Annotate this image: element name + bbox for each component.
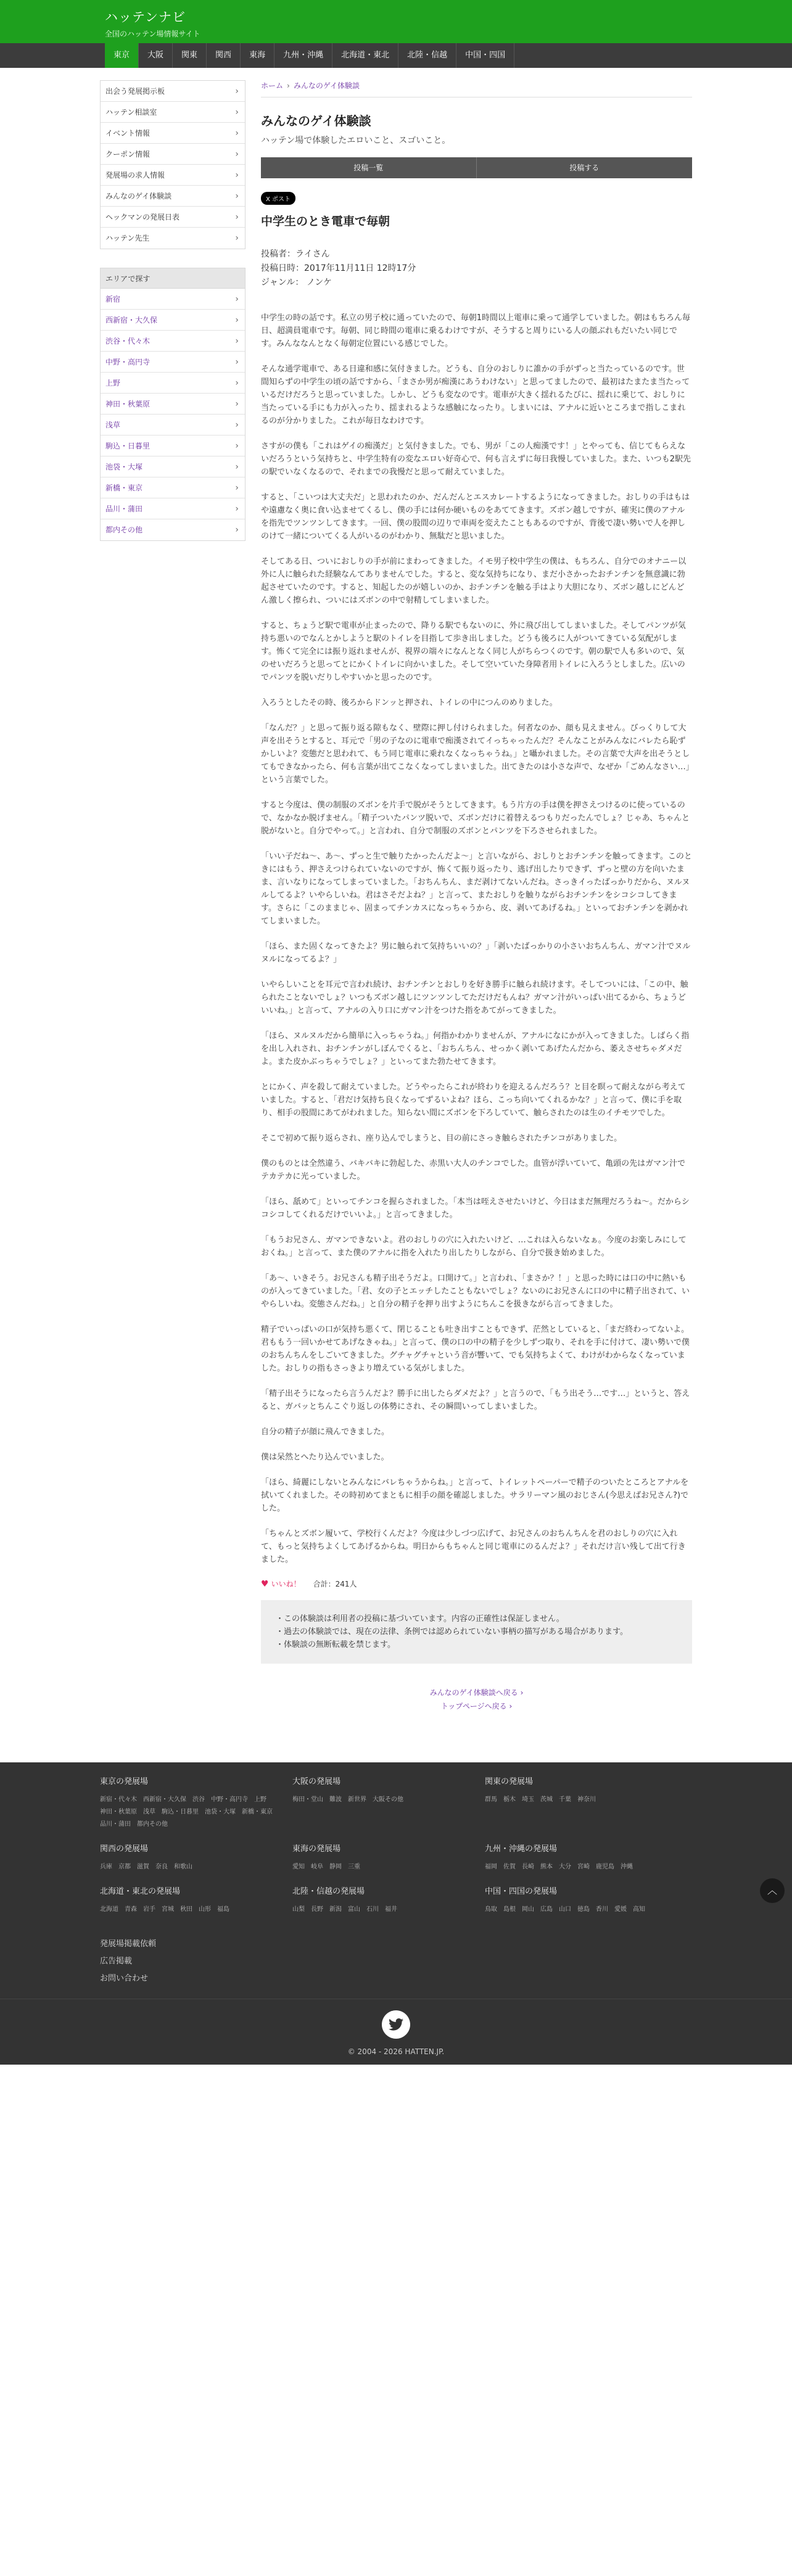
footer-area-link[interactable]: 山形 xyxy=(199,1906,211,1913)
footer-area-link[interactable]: 駒込・日暮里 xyxy=(162,1809,199,1815)
area-menu-item[interactable] xyxy=(101,519,245,540)
footer-area-link[interactable]: 京都 xyxy=(118,1864,131,1870)
bottom-links xyxy=(261,1686,692,1713)
article-paragraph: そこで初めて振り返らされ、座り込んでしまうと、目の前にさっき触らされたチンコがありました。 xyxy=(261,1134,622,1143)
back-to-stories-link[interactable]: みんなのゲイ体験談へ戻る xyxy=(429,1688,518,1697)
area-menu-item[interactable] xyxy=(101,373,245,394)
region-tab[interactable]: 大阪 xyxy=(139,43,173,68)
sidebar-menu-label: みんなのゲイ体験談 xyxy=(105,192,172,200)
page-lead: ハッテン場で体験したエロいこと、スゴいこと。 xyxy=(261,136,451,146)
footer-region-grid xyxy=(100,1775,692,1916)
footer-region-links xyxy=(292,1904,485,1916)
region-tab[interactable]: 九州・沖縄 xyxy=(274,43,332,68)
footer-area-link[interactable]: 愛知 xyxy=(292,1864,305,1870)
article-paragraph: そんな通学電車で、ある日違和感に気付きました。どうも、自分のおしりに誰かの手がずっと当たっているのです。世間知らずの中学生の頃の話ですから、「まさか男が痴漢にあうわけない」と思ってましたので、最初はたまたま当たっているだけだろうと思っていました。しかし、どうも変なのです。電車が大きく揺れるたびに、揺れに乗じて、おしりに当たっている手にも力が入ったり、揺まれるような感触になったり。しまいには、アナルに近いところまで指しこまれるのが分かりました。これが毎日なわけです。 xyxy=(261,365,690,426)
footer-area-link[interactable]: 高知 xyxy=(633,1906,645,1913)
area-menu xyxy=(100,289,245,541)
like-button[interactable]: いいね！ xyxy=(271,1580,301,1588)
article-paragraph: すると、ちょうど駅で電車が止まったので、降りる駅でもないのに、外に飛び出してしまいました。そしてパンツが気持ち悪いのでなんとかしようと駅のトイレを目指して歩き出しました。どうも後ろに人がついてきている気配がします。怖くて完全には振り返れませんが、視界の端々になんとなく同じ人がちらつくのです。朝の駅で人も多いので、気のせいだろうと思ってとにかくトイレに向かいました。そして空いていた身障者用トイレに入ろうとしました。広いのでパンツを脱いだりしやすいかと思ったのです。 xyxy=(261,621,686,682)
article-paragraph: 「ちゃんとズボン履いて、学校行くんだよ？今度は少しづつ広げて、お兄さんのおちんちんを君のおしりの穴に入れて、もっと気持ちよくしてあげるからね。明日からもちゃんと同じ電車にのるんだよ？」それだけ言い残して出て行きました。 xyxy=(261,1529,686,1564)
chevron-right-icon: › xyxy=(235,170,239,180)
footer-region-heading[interactable]: 東海の発展場 xyxy=(292,1844,341,1854)
footer-area-link[interactable]: 和歌山 xyxy=(174,1864,192,1870)
notice-line: ・この体験談は利用者の投稿に基づいています。内容の正確性は保証しません。 xyxy=(276,1614,564,1624)
article-paragraph: 自分の精子が顔に飛んできました。 xyxy=(261,1427,390,1437)
footer-area-link[interactable]: 都内その他 xyxy=(137,1821,168,1828)
area-menu-item[interactable] xyxy=(101,352,245,373)
area-menu-label: 浅草 xyxy=(105,421,121,429)
region-tab[interactable]: 北陸・信越 xyxy=(398,43,456,68)
footer-region-column xyxy=(100,1842,292,1873)
footer-region-heading[interactable]: 北海道・東北の発展場 xyxy=(100,1887,181,1896)
footer-area-link[interactable]: 新潟 xyxy=(329,1906,342,1913)
footer-area-link[interactable]: 大分 xyxy=(559,1864,571,1870)
sidebar-menu-item[interactable] xyxy=(101,186,245,207)
notice-box xyxy=(261,1600,692,1664)
area-menu-item[interactable] xyxy=(101,477,245,498)
region-nav xyxy=(0,43,792,68)
footer-region-column xyxy=(292,1842,485,1873)
region-tab[interactable]: 東京 xyxy=(105,43,139,68)
chevron-right-icon: › xyxy=(235,294,239,304)
article-paragraph: 中学生の時の話です。私立の男子校に通っていたので、毎朝1時間以上電車に乗って通学していました。朝はもちろん毎日、超満員電車です。毎朝、同じ時間の電車に乗るわけですが、そうすると周りにいる人の顔ぶれもだいたい同じです。みんななんとなく毎朝定位置にいる感じでした。 xyxy=(261,313,690,349)
article-paragraph: 「精子出そうになったら言うんだよ？勝手に出したらダメだよ？」と言うので、「もう出そう…です…」というと、答えると、ガバッとちんこぐり返しの体勢にされ、その瞬間いってしまいました。 xyxy=(261,1389,690,1411)
breadcrumb xyxy=(261,80,692,97)
page-wrapper xyxy=(100,68,692,1738)
footer-region-heading[interactable]: 東京の発展場 xyxy=(100,1777,149,1786)
footer-area-link[interactable]: 長野 xyxy=(311,1906,323,1913)
footer-area-link[interactable]: 梅田・堂山 xyxy=(292,1796,323,1803)
footer-region-column xyxy=(292,1885,485,1916)
footer-area-link[interactable]: 中野・高円寺 xyxy=(211,1796,248,1803)
article-paragraph: 「ほら、舐めて」といってチンコを握らされました。「本当は咥えさせたいけど、今日はまだ無理だろうね〜。だからシコシコしてくれるだけでいいよ。」と言ってきました。 xyxy=(261,1197,690,1220)
article-paragraph: 僕のものとは全然違う、バキバキに勃起した、赤黒い大人のチンコでした。血管が浮いていて、亀頭の先はガマン汁でテカテカに光っていました。 xyxy=(261,1159,686,1181)
chevron-right-icon: › xyxy=(235,128,239,138)
x-post-button[interactable]: X ポスト xyxy=(261,192,295,205)
area-heading: エリアで探す xyxy=(100,268,245,289)
sidebar-menu-item[interactable] xyxy=(101,81,245,102)
footer-region-heading[interactable]: 大阪の発展場 xyxy=(292,1777,341,1786)
sidebar-menu-label: ハッテン相談室 xyxy=(105,108,157,117)
footer-area-link[interactable]: 福井 xyxy=(385,1906,397,1913)
footer-area-link[interactable]: 岩手 xyxy=(143,1906,155,1913)
breadcrumb-current[interactable]: みんなのゲイ体験談 xyxy=(293,81,360,90)
footer-area-link[interactable]: 渋谷 xyxy=(192,1796,205,1803)
area-menu-item[interactable] xyxy=(101,310,245,331)
article-genre: ジャンル： ノンケ xyxy=(261,278,332,287)
footer-area-link[interactable]: 群馬 xyxy=(485,1796,497,1803)
area-menu-item[interactable] xyxy=(101,394,245,415)
footer-area-link[interactable]: 新宿・代々木 xyxy=(100,1796,137,1803)
twitter-icon[interactable] xyxy=(382,2010,410,2039)
footer-area-link[interactable]: 徳島 xyxy=(577,1906,590,1913)
footer-extra-link[interactable]: 発展場掲載依頼 xyxy=(100,1939,157,1949)
footer-region-column xyxy=(485,1775,677,1831)
area-menu-label: 西新宿・大久保 xyxy=(105,316,158,324)
footer-region-links xyxy=(292,1861,485,1873)
chevron-right-icon: › xyxy=(235,212,239,222)
region-tab[interactable]: 東海 xyxy=(241,43,274,68)
chevron-right-icon: › xyxy=(235,399,239,409)
footer-area-link[interactable]: 福岡 xyxy=(485,1864,497,1870)
area-menu-label: 新宿 xyxy=(105,295,121,303)
footer-region-links xyxy=(485,1861,677,1873)
region-tab[interactable]: 北海道・東北 xyxy=(332,43,398,68)
footer-extra-link[interactable]: お問い合わせ xyxy=(100,1974,149,1983)
footer-area-link[interactable]: 秋田 xyxy=(180,1906,192,1913)
article-poster: 投稿者：ライさん xyxy=(261,249,330,259)
article-paragraph: 「もうお兄さん、ガマンできないよ。君のおしりの穴に入れたいけど、…これは入らないなぁ。今度のお楽しみにしておくね。」と言って、また僕のアナルに指を入れたり出したりしながら、自分で扱き始めました。 xyxy=(261,1236,687,1258)
article-paragraph: 「あ〜、いきそう。お兄さんも精子出そうだよ。口開けて。」と言われ、「まさか？！」と思った時には口の中に熱いものが入ってきていました。「君、女の子とエッチしたこともないでしょ？ないのにお兄さんに口の中に精子出されて、いやらしいね。変態さんだね。」と自分の精子を押り出すようにちんこを扱きながら言ってきました。 xyxy=(261,1274,690,1309)
site-footer xyxy=(0,1762,792,2065)
sidebar-menu-label: 出会う発展掲示板 xyxy=(105,87,165,96)
footer-area-link[interactable]: 宮崎 xyxy=(577,1864,590,1870)
area-menu-item[interactable] xyxy=(101,415,245,436)
footer-area-link[interactable]: 新世界 xyxy=(348,1796,366,1803)
sidebar xyxy=(100,80,245,1738)
footer-region-heading[interactable]: 関東の発展場 xyxy=(485,1777,534,1786)
area-menu-item[interactable] xyxy=(101,498,245,519)
area-menu-label: 駒込・日暮里 xyxy=(105,442,151,450)
page-title: みんなのゲイ体験談 xyxy=(261,114,371,128)
footer-area-link[interactable]: 福島 xyxy=(217,1906,229,1913)
footer-area-link[interactable]: 鹿児島 xyxy=(596,1864,614,1870)
area-menu-item[interactable] xyxy=(101,436,245,456)
area-menu-label: 中野・高円寺 xyxy=(105,358,151,366)
article-paragraph: 「なんだ？」と思って振り返る隙もなく、壁際に押し付けられました。何者なのか、顔も見えません。びっくりして大声を出そうとすると、耳元で「男の子なのに電車で痴漢されてイっちゃったんだ？そんなことがみんなにバレたら恥ずかしいよ？変態だと思われて、もう同じ電車に乗れなくなっちゃうね。」と囁かれました。その言葉で大声を出そうとしてもできなかったら、何も言葉が出てこなくなってしまいました。出てきたのは小さな声で、なぜか「ごめんなさい…」という言葉でした。 xyxy=(261,724,690,785)
footer-region-column xyxy=(485,1842,677,1873)
tab-new-post[interactable]: 投稿する xyxy=(477,157,693,178)
article-paragraph: 僕は呆然とへたり込んでいました。 xyxy=(261,1453,389,1462)
footer-area-link[interactable]: 石川 xyxy=(366,1906,379,1913)
sidebar-menu xyxy=(100,80,245,249)
article-paragraph: そしてある日、ついにおしりの手が前にまわってきました。イモ男子校中学生の僕は、もちろん、自分でのオナニー以外に人に触られた経験なんてありませんでした。すると、変な気持ちになり、まだ小さかったおチンチンを無意識に勃起させていたのです。すると、知起したのが嬉しいのか、おチンチンを触る手はより大胆になり、ズボン越しにどんどん激しく擦られ、ついにはズボンの中で射精してしまいました。 xyxy=(261,557,687,605)
article-paragraph: すると今度は、僕の制服のズボンを片手で脱がそうとしてきます。もう片方の手は僕を押さえつけるのに使っているので、なかなか脱げません。「精子ついたパンツ脱いで、ズボンだけに着替えるつもりだったんでしょ？じゃあ、ちゃんと脱がないと。自分でやって。」と言われ、自分で制服のズボンとパンツを下ろさせられました。 xyxy=(261,801,690,836)
chevron-right-icon: › xyxy=(235,86,239,96)
sidebar-menu-label: イベント情報 xyxy=(105,129,151,138)
article-paragraph: すると、「こいつは大丈夫だ」と思われたのか、だんだんとエスカレートするようになってきました。おしりの手はもはや遠慮なく奥に食い込ませてくるし、僕の手には何か硬いものをあててきます。ズボン越しですが、確実に僕のアナルを指先でツンツンしてきます。一回、僕の股間の辺りで車両を変えたこともあるのですが、背後で凄い勢いで人を押しのけて一緒についてくる人がいるのがわかり、無駄だと思いました。 xyxy=(261,493,690,541)
footer-area-link[interactable]: 山梨 xyxy=(292,1906,305,1913)
chevron-right-icon: › xyxy=(235,420,239,430)
tab-bar xyxy=(261,157,692,178)
article-body xyxy=(261,312,692,1566)
footer-area-link[interactable]: 神奈川 xyxy=(577,1796,596,1803)
article-title: 中学生のとき電車で毎朝 xyxy=(261,215,390,228)
footer-area-link[interactable]: 沖縄 xyxy=(621,1864,633,1870)
footer-region-column xyxy=(292,1775,485,1831)
footer-area-link[interactable]: 千葉 xyxy=(559,1796,571,1803)
area-menu-label: 都内その他 xyxy=(105,526,143,534)
footer-area-link[interactable]: 島根 xyxy=(503,1906,516,1913)
region-tab[interactable]: 関東 xyxy=(173,43,207,68)
footer-area-link[interactable]: 浅草 xyxy=(143,1809,155,1815)
footer-region-heading[interactable]: 関西の発展場 xyxy=(100,1844,149,1854)
footer-region-links xyxy=(100,1794,292,1831)
page-top-button[interactable]: ︿ xyxy=(760,1878,785,1903)
article-paragraph: 「ほら、綺麗にしないとみんなにバレちゃうからね。」と言って、トイレットペーパーで精子のついたところとアナルを拭いてくれました。その時初めてまともに相手の顔を確認しました。サラリーマン風のおじさん(今思えばお兄さん?)でした。 xyxy=(261,1478,689,1513)
footer-area-link[interactable]: 西新宿・大久保 xyxy=(143,1796,186,1803)
footer-region-links xyxy=(100,1904,292,1916)
like-bar xyxy=(261,1579,692,1589)
footer-area-link[interactable]: 神田・秋葉原 xyxy=(100,1809,137,1815)
footer-region-links xyxy=(292,1794,485,1806)
footer-area-link[interactable]: 栃木 xyxy=(503,1796,516,1803)
footer-region-column xyxy=(100,1885,292,1916)
chevron-right-icon: › xyxy=(235,149,239,159)
chevron-right-icon: › xyxy=(235,336,239,346)
sidebar-menu-label: 発展場の求人情報 xyxy=(105,171,165,180)
footer-region-heading[interactable]: 中国・四国の発展場 xyxy=(485,1887,558,1896)
chevron-right-icon: › xyxy=(235,315,239,325)
footer-area-link[interactable]: 大阪その他 xyxy=(373,1796,403,1803)
chevron-right-icon: › xyxy=(235,462,239,472)
footer-area-link[interactable]: 品川・蒲田 xyxy=(100,1821,131,1828)
footer-area-link[interactable]: 広島 xyxy=(540,1906,553,1913)
footer-area-link[interactable]: 鳥取 xyxy=(485,1906,497,1913)
footer-area-link[interactable]: 青森 xyxy=(125,1906,137,1913)
article-paragraph: いやらしいことを耳元で言われ続け、おチンチンとおしりを好き勝手に触られ続けます。そしてついには、「この中、触られたことないでしょ？いつもズボン越しにツンツンしてただけだもんね？ガマン汁がいっぱい出てるから、ちょうどいいね。」と言って、アナルの入り口にガマン汁をつけた指をあてがってきました。 xyxy=(261,980,688,1015)
sidebar-menu-label: クーポン情報 xyxy=(105,150,151,159)
region-tab[interactable]: 中国・四国 xyxy=(456,43,514,68)
article-date: 投稿日時：2017年11月11日 12時17分 xyxy=(261,263,416,273)
sidebar-menu-item[interactable] xyxy=(101,228,245,249)
chevron-right-icon: › xyxy=(235,107,239,117)
footer-bottom xyxy=(0,1999,792,2065)
back-to-top-link[interactable]: トップページへ戻る xyxy=(440,1702,507,1711)
area-menu-label: 品川・蒲田 xyxy=(105,505,143,513)
like-total: 合計：241人 xyxy=(313,1580,357,1588)
area-menu-label: 神田・秋葉原 xyxy=(105,400,151,408)
sidebar-menu-item[interactable] xyxy=(101,123,245,144)
area-menu-label: 池袋・大塚 xyxy=(105,463,143,471)
footer-area-link[interactable]: 三重 xyxy=(348,1864,360,1870)
article-paragraph: 「ほら、ヌルヌルだから簡単に入っちゃうね。」何指かわかりませんが、アナルになにかが入ってきました。しばらく指を出し入れされ、おチンチンがしぼんでくると、「おちんちん、せっかく剥いてあげたんだから、萎えさせちゃダメだよ。また皮かぶっちゃうでしょ？」といってまた勃たせてきます。 xyxy=(261,1031,690,1067)
sidebar-menu-item[interactable] xyxy=(101,102,245,123)
area-menu-item[interactable] xyxy=(101,456,245,477)
chevron-right-icon: › xyxy=(235,191,239,201)
footer-area-link[interactable]: 埼玉 xyxy=(522,1796,534,1803)
sidebar-menu-item[interactable] xyxy=(101,207,245,228)
article-meta xyxy=(261,247,692,290)
notice-line: ・体験談の無断転載を禁じます。 xyxy=(276,1640,395,1649)
sidebar-menu-label: ハッテン先生 xyxy=(105,234,150,242)
footer-area-link[interactable]: 池袋・大塚 xyxy=(205,1809,236,1815)
site-header xyxy=(0,0,792,43)
footer-area-link[interactable]: 愛媛 xyxy=(614,1906,627,1913)
footer-region-links xyxy=(100,1861,292,1873)
sidebar-menu-label: ヘックマンの発展日表 xyxy=(105,213,180,221)
article-paragraph: とにかく、声を殺して耐えていました。どうやったらこれが終わりを迎えるんだろう？と目を瞑って耐えながら考えていました。すると、「君だけ気持ち良くなってずるいよね？ほら、こっち向いてくれるかな？」と言って、僕に手を取り、相手の股間にあてがわれました。知らない間にズボンを下ろしていて、触らされたのは生のイチモツでした。 xyxy=(261,1083,686,1118)
sidebar-menu-item[interactable] xyxy=(101,144,245,165)
footer-area-link[interactable]: 茨城 xyxy=(540,1796,553,1803)
footer-area-link[interactable]: 宮城 xyxy=(162,1906,174,1913)
area-menu-item[interactable] xyxy=(101,331,245,352)
area-menu-label: 上野 xyxy=(105,379,121,387)
footer-area-link[interactable]: 兵庫 xyxy=(100,1864,112,1870)
article-paragraph: 「いい子だね〜、あ〜、ずっと生で触りたかったんだよ〜」と言いながら、おしりとおチンチンを触ってきます。このときにはもう、押さえつけられていないのですが、怖くて振り返ったり、逃げ出したりできず、ずっと壁の方を向いたまま、言いなりになってしまっていました。「おちんちん、まだ剥けてないんだね。さっきイったばっかりだから、ヌルヌルしてるよ？いやらしいね。君はさそだよね？」と言って、またおしりを触りながらおチンチンをシコシコしてきます。さらに「このままじゃ、固まってチンカスになっちゃうから、皮、剥いてあげるね。」といっておチンチンを剥かれてしまいました。 xyxy=(261,852,692,926)
breadcrumb-home[interactable]: ホーム xyxy=(261,81,284,90)
footer-area-link[interactable]: 奈良 xyxy=(155,1864,168,1870)
chevron-right-icon: › xyxy=(287,81,290,90)
chevron-right-icon: › xyxy=(235,441,239,451)
site-logo-title[interactable]: ハッテンナビ xyxy=(105,10,186,25)
footer-area-link[interactable]: 滋賀 xyxy=(137,1864,149,1870)
chevron-right-icon: › xyxy=(509,1702,513,1711)
chevron-right-icon: › xyxy=(235,525,239,535)
area-menu-label: 渋谷・代々木 xyxy=(105,337,151,345)
footer-area-link[interactable]: 長崎 xyxy=(522,1864,534,1870)
main-content xyxy=(261,80,692,1738)
footer-area-link[interactable]: 岐阜 xyxy=(311,1864,323,1870)
sidebar-menu-item[interactable] xyxy=(101,165,245,186)
footer-area-link[interactable]: 静岡 xyxy=(329,1864,342,1870)
chevron-right-icon: › xyxy=(520,1688,524,1697)
footer-area-link[interactable]: 上野 xyxy=(254,1796,266,1803)
footer-area-link[interactable]: 佐賀 xyxy=(503,1864,516,1870)
area-menu-label: 新橋・東京 xyxy=(105,484,143,492)
footer-area-link[interactable]: 香川 xyxy=(596,1906,608,1913)
footer-extra-links xyxy=(100,1936,692,1988)
footer-area-link[interactable]: 山口 xyxy=(559,1906,571,1913)
chevron-right-icon: › xyxy=(235,378,239,388)
article-paragraph: 「ほら、また固くなってきたよ？男に触られて気持ちいいの？」「剥いたばっかりの小さいおちんちん、ガマン汁でヌルヌルになってるよ？」 xyxy=(261,942,691,964)
footer-area-link[interactable]: 岡山 xyxy=(522,1906,534,1913)
footer-area-link[interactable]: 難波 xyxy=(329,1796,342,1803)
footer-region-column xyxy=(485,1885,677,1916)
area-menu-item[interactable] xyxy=(101,289,245,310)
footer-region-links xyxy=(485,1904,677,1916)
chevron-right-icon: › xyxy=(235,357,239,367)
heart-icon[interactable]: ♥ xyxy=(261,1579,269,1589)
footer-area-link[interactable]: 新橋・東京 xyxy=(242,1809,273,1815)
article-paragraph: さすがの僕も「これはゲイの痴漢だ」と気付きました。でも、男が「この人痴漢です！」とやっても、信じてもらえないだろうという気持ちと、中学生特有の変なエロい好奇心で、何も言えずに毎日我慢していました。また、いつも2駅先の駅でいなくなるので、それまでの我慢だと思って耐えていました。 xyxy=(261,442,691,477)
footer-region-heading[interactable]: 九州・沖縄の発展場 xyxy=(485,1844,558,1854)
region-tab[interactable]: 関西 xyxy=(207,43,241,68)
footer-extra-link[interactable]: 広告掲載 xyxy=(100,1957,133,1966)
footer-area-link[interactable]: 北海道 xyxy=(100,1906,118,1913)
footer-region-heading[interactable]: 北陸・信越の発展場 xyxy=(292,1887,365,1896)
tab-post-list[interactable]: 投稿一覧 xyxy=(261,157,477,178)
footer-region-column xyxy=(100,1775,292,1831)
article-paragraph: 精子でいっぱいの口が気持ち悪くて、閉じることも吐き出すこともできず、茫然としていると、「まだ終わってないよ。君ももう一回いかせてあげなきゃね。」と言って、僕の口の中の精子を少しずつ取り、それを手に付けて、凄い勢いで僕のおちんちんをしごいてきました。グチャグチャという音が響いて、でも気持ちよくて、わけがわからなくなっていました。おしりの指もさっきより増えている気がしました。 xyxy=(261,1325,690,1373)
copyright: © 2004 - 2026 HATTEN.JP. xyxy=(347,2047,445,2056)
chevron-right-icon: › xyxy=(235,504,239,514)
site-subtitle: 全国のハッテン場情報サイト xyxy=(105,30,200,38)
footer-region-links xyxy=(485,1794,677,1806)
notice-line: ・過去の体験談では、現在の法律、条例では認められていない事柄の描写がある場合があります。 xyxy=(276,1627,628,1637)
chevron-right-icon: › xyxy=(235,233,239,243)
article-paragraph: 入ろうとしたその時、後ろからドンッと押され、トイレの中につんのめりました。 xyxy=(261,698,558,708)
chevron-right-icon: › xyxy=(235,483,239,493)
footer-area-link[interactable]: 富山 xyxy=(348,1906,360,1913)
footer-area-link[interactable]: 熊本 xyxy=(540,1864,553,1870)
